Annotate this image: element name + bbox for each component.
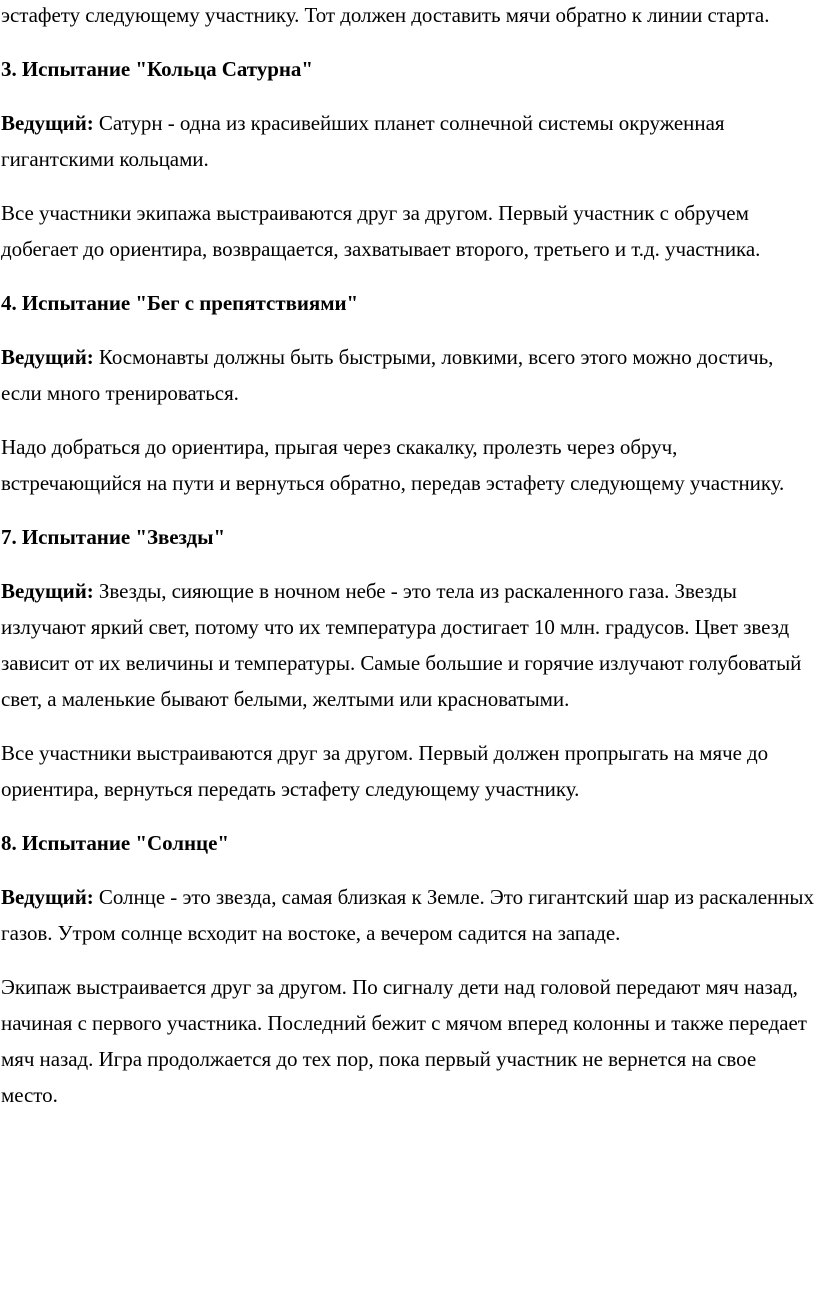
heading-sun: 8. Испытание "Солнце" <box>1 831 229 855</box>
paragraph-sun-rules: Экипаж выстраивается друг за другом. По сигналу дети над головой передают мяч назад, начиная с первого участника. Последний бежит с мячом вперед колонны и также передает мяч назад. Игра продолжается до тех пор, пока первый участник не вернется на свое место. <box>1 975 807 1107</box>
paragraph-host-obstacle <box>1 339 816 411</box>
host-label: Ведущий: <box>1 111 94 135</box>
heading-saturn-rings: 3. Испытание "Кольца Сатурна" <box>1 57 313 81</box>
paragraph-host-sun <box>1 879 816 951</box>
host-label: Ведущий: <box>1 579 94 603</box>
paragraph-host-stars <box>1 573 816 717</box>
host-label: Ведущий: <box>1 345 94 369</box>
host-text: Космонавты должны быть быстрыми, ловкими, всего этого можно достичь, если много тренироваться. <box>1 345 774 405</box>
host-label: Ведущий: <box>1 885 94 909</box>
paragraph-stars-rules: Все участники выстраиваются друг за другом. Первый должен пропрыгать на мяче до ориентира, вернуться передать эстафету следующему участнику. <box>1 741 769 801</box>
heading-stars: 7. Испытание "Звезды" <box>1 525 226 549</box>
paragraph-obstacle-rules: Надо добраться до ориентира, прыгая через скакалку, пролезть через обруч, встречающийся на пути и вернуться обратно, передав эстафету следующему участнику. <box>1 435 785 495</box>
host-text: Солнце - это звезда, самая близкая к Земле. Это гигантский шар из раскаленных газов. Утром солнце всходит на востоке, а вечером садится на западе. <box>1 885 814 945</box>
paragraph-continuation: эстафету следующему участнику. Тот должен доставить мячи обратно к линии старта. <box>1 3 770 27</box>
heading-obstacle-race: 4. Испытание "Бег с препятствиями" <box>1 291 359 315</box>
host-text: Сатурн - одна из красивейших планет солнечной системы окруженная гигантскими кольцами. <box>1 111 725 171</box>
paragraph-host-saturn <box>1 105 816 177</box>
paragraph-saturn-rules: Все участники экипажа выстраиваются друг за другом. Первый участник с обручем добегает до ориентира, возвращается, захватывает второго, третьего и т.д. участника. <box>1 201 761 261</box>
host-text: Звезды, сияющие в ночном небе - это тела из раскаленного газа. Звезды излучают яркий свет, потому что их температура достигает 10 млн. градусов. Цвет звезд зависит от их величины и температуры. Самые большие и горячие излучают голубоватый свет, а маленькие бывают белыми, желтыми или красноватыми. <box>1 579 802 711</box>
